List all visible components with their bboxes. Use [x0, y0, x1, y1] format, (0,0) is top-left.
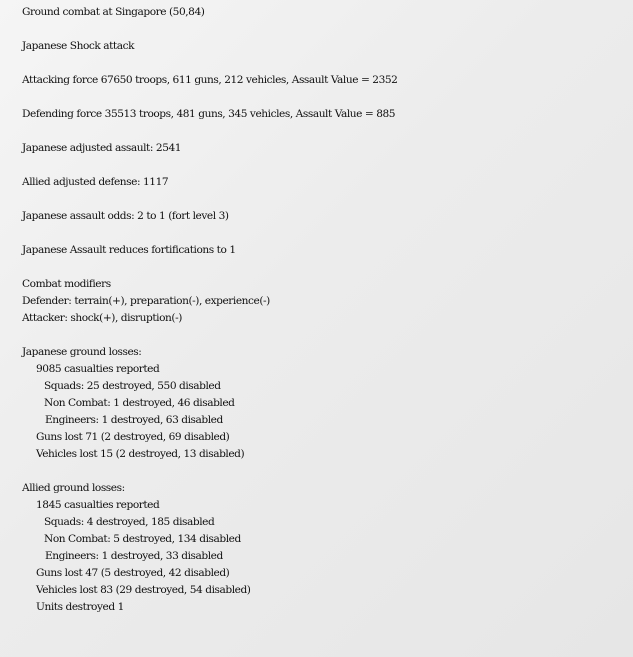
allied-losses-heading: Allied ground losses: — [22, 482, 125, 494]
allied-guns-lost: Guns lost 47 (5 destroyed, 42 disabled) — [36, 567, 230, 579]
modifiers-heading: Combat modifiers — [22, 278, 111, 290]
fortification-note: Japanese Assault reduces fortifications to 1 — [22, 244, 236, 256]
attacker-modifiers: Attacker: shock(+), disruption(-) — [22, 312, 182, 324]
report-title: Ground combat at Singapore (50,84) — [22, 6, 205, 18]
defender-modifiers: Defender: terrain(+), preparation(-), experience(-) — [22, 295, 270, 307]
allied-squads: Squads: 4 destroyed, 185 disabled — [44, 516, 215, 528]
japanese-engineers: Engineers: 1 destroyed, 63 disabled — [45, 414, 223, 426]
japanese-casualties: 9085 casualties reported — [36, 363, 160, 375]
japanese-vehicles-lost: Vehicles lost 15 (2 destroyed, 13 disabled) — [36, 448, 245, 460]
japanese-guns-lost: Guns lost 71 (2 destroyed, 69 disabled) — [36, 431, 230, 443]
attack-type: Japanese Shock attack — [22, 40, 135, 52]
allied-units-destroyed: Units destroyed 1 — [36, 601, 124, 613]
adjusted-defense: Allied adjusted defense: 1117 — [22, 176, 169, 188]
allied-engineers: Engineers: 1 destroyed, 33 disabled — [45, 550, 223, 562]
adjusted-assault: Japanese adjusted assault: 2541 — [22, 142, 182, 154]
allied-vehicles-lost: Vehicles lost 83 (29 destroyed, 54 disabled) — [36, 584, 251, 596]
japanese-non-combat: Non Combat: 1 destroyed, 46 disabled — [44, 397, 235, 409]
attacking-force: Attacking force 67650 troops, 611 guns, 212 vehicles, Assault Value = 2352 — [22, 74, 398, 86]
japanese-squads: Squads: 25 destroyed, 550 disabled — [44, 380, 221, 392]
japanese-losses-heading: Japanese ground losses: — [22, 346, 142, 358]
allied-casualties: 1845 casualties reported — [36, 499, 160, 511]
assault-odds: Japanese assault odds: 2 to 1 (fort level 3) — [22, 210, 229, 222]
defending-force: Defending force 35513 troops, 481 guns, 345 vehicles, Assault Value = 885 — [22, 108, 396, 120]
allied-non-combat: Non Combat: 5 destroyed, 134 disabled — [44, 533, 241, 545]
